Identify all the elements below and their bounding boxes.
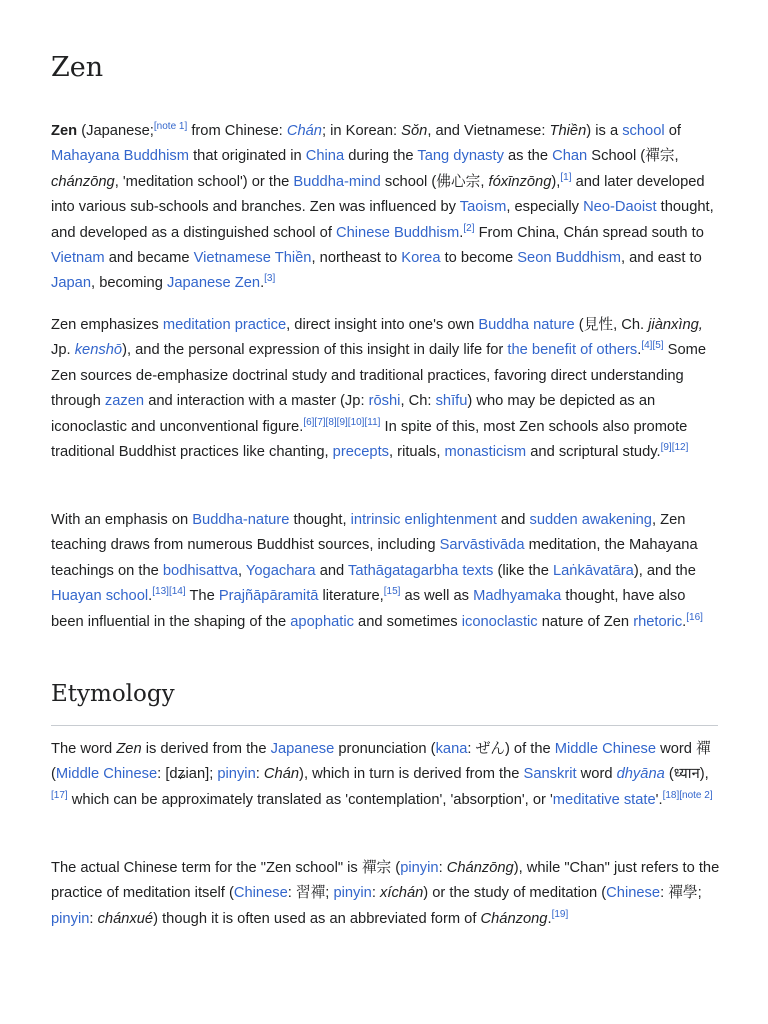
link-sanskrit[interactable]: Sanskrit	[523, 766, 577, 783]
link-sudden-awakening[interactable]: sudden awakening	[529, 512, 652, 528]
link-japan[interactable]: Japan	[51, 275, 92, 292]
etymology-paragraph-1: The word Zen is derived from the Japanese pronunciation (kana: ぜん) of the Middle Chinese word 禪 (Middle Chinese: [dʑian]; pinyin: Chán), which in turn is derived from the Sanskrit word dhyāna (ध्यान),[17] which can be approximately translated as 'contemplation', 'absorption', or 'meditative state'.[18][note 2]	[51, 741, 713, 808]
link-kana[interactable]: kana	[435, 741, 468, 757]
link-prajnaparamita[interactable]: Prajñāpāramitā	[218, 588, 319, 605]
intro-paragraph-2: Zen emphasizes meditation practice, direct insight into one's own Buddha nature (見性, Ch. jiànxìng, Jp. kenshō), and the personal expression of this insight in daily life for the benefit of others.[4][5] Some Zen sources de-emphasize doctrinal study and traditional practices, favoring direct understanding through zazen and interaction with a master (Jp: rōshi, Ch: shīfu) who may be depicted as an iconoclastic and unconventional figure.[6][7][8][9][10][11] In spite of this, most Zen schools also promote traditional Buddhist practices like chanting, precepts, rituals, monasticism and scriptural study.[9][12]	[51, 317, 707, 461]
footnote-6-11[interactable]: [6][7][8][9][10][11]	[303, 416, 381, 428]
link-precepts[interactable]: precepts	[332, 444, 390, 461]
link-chan[interactable]: Chan	[552, 148, 588, 165]
link-chinese-buddhism[interactable]: Chinese Buddhism	[335, 224, 460, 241]
footnote-9-12[interactable]: [9][12]	[660, 442, 689, 454]
link-japanese[interactable]: Japanese	[270, 741, 335, 757]
link-madhyamaka[interactable]: Madhyamaka	[473, 588, 562, 605]
link-pinyin-3[interactable]: pinyin	[333, 885, 372, 902]
link-bodhisattva[interactable]: bodhisattva	[162, 562, 238, 579]
link-japanese-zen[interactable]: Japanese Zen	[166, 275, 261, 292]
link-apophatic[interactable]: apophatic	[290, 613, 354, 630]
footnote-19[interactable]: [19]	[551, 908, 569, 920]
link-school[interactable]: school	[622, 123, 665, 139]
link-vietnamese-thien[interactable]: Vietnamese Thiền	[193, 250, 312, 267]
etymology-paragraph-2: The actual Chinese term for the "Zen school" is 禪宗 (pinyin: Chánzōng), while "Chan" just refers to the practice of meditation itself (Chinese: 習禪; pinyin: xíchán) or the study of meditation (Chinese: 禪學; pinyin: chánxué) though it is often used as an abbreviated form of Chánzong.[19]	[51, 860, 720, 927]
link-seon-buddhism[interactable]: Seon Buddhism	[517, 250, 621, 267]
link-chan-term[interactable]: Chán	[286, 123, 322, 139]
link-tang-dynasty[interactable]: Tang dynasty	[417, 148, 504, 165]
link-pinyin-2[interactable]: pinyin	[400, 860, 439, 876]
footnote-18-note-2[interactable]: [18][note 2]	[662, 789, 713, 801]
link-shifu[interactable]: shīfu	[435, 393, 468, 410]
link-monasticism[interactable]: monasticism	[444, 444, 527, 461]
link-kensho[interactable]: kenshō	[74, 342, 123, 359]
link-sarvastivada[interactable]: Sarvāstivāda	[439, 537, 525, 554]
footnote-17[interactable]: [17]	[51, 789, 68, 801]
link-buddha-mind[interactable]: Buddha-mind	[293, 173, 381, 190]
link-chinese-2[interactable]: Chinese	[606, 885, 661, 902]
link-dhyana[interactable]: dhyāna	[616, 766, 665, 783]
link-middle-chinese-2[interactable]: Middle Chinese	[55, 766, 158, 783]
link-intrinsic-enlightenment[interactable]: intrinsic enlightenment	[350, 512, 497, 528]
link-meditation-practice[interactable]: meditation practice	[162, 317, 287, 333]
link-pinyin-4[interactable]: pinyin	[51, 910, 90, 927]
section-divider	[51, 725, 718, 726]
link-vietnam[interactable]: Vietnam	[51, 250, 105, 267]
link-neo-daoist[interactable]: Neo-Daoist	[583, 199, 657, 216]
link-mahayana-buddhism[interactable]: Mahayana Buddhism	[51, 148, 189, 165]
footnote-16[interactable]: [16]	[686, 611, 703, 623]
link-benefit-of-others[interactable]: the benefit of others	[507, 342, 638, 359]
link-yogachara[interactable]: Yogachara	[245, 562, 316, 579]
link-taoism[interactable]: Taoism	[459, 199, 507, 216]
link-tathagatagarbha-texts[interactable]: Tathāgatagarbha texts	[348, 562, 494, 579]
footnote-15[interactable]: [15]	[383, 586, 401, 598]
link-huayan-school[interactable]: Huayan school	[51, 588, 149, 605]
link-chinese[interactable]: Chinese	[233, 885, 288, 902]
footnote-2[interactable]: [2]	[463, 222, 475, 234]
section-heading-etymology: Etymology	[51, 681, 175, 707]
link-china[interactable]: China	[305, 148, 345, 165]
link-pinyin[interactable]: pinyin	[217, 766, 256, 783]
intro-paragraph-3: With an emphasis on Buddha-nature thought, intrinsic enlightenment and sudden awakening, Zen teaching draws from numerous Buddhist sources, including Sarvāstivāda meditation, the Mahayana teachings on the bodhisattva, Yogachara and Tathāgatagarbha texts (like the Laṅkāvatāra), and the Huayan school.[13][14] The Prajñāpāramitā literature,[15] as well as Madhyamaka thought, have also been influential in the shaping of the apophatic and sometimes iconoclastic nature of Zen rhetoric.[16]	[51, 512, 703, 630]
link-buddha-nature[interactable]: Buddha nature	[478, 317, 575, 333]
page-title: Zen	[51, 52, 104, 83]
footnote-1[interactable]: [1]	[560, 171, 572, 183]
link-buddha-nature-2[interactable]: Buddha-nature	[192, 512, 290, 528]
footnote-3[interactable]: [3]	[264, 273, 276, 285]
link-lankavatara[interactable]: Laṅkāvatāra	[552, 562, 634, 579]
link-iconoclastic[interactable]: iconoclastic	[461, 613, 538, 630]
link-meditative-state[interactable]: meditative state	[552, 791, 656, 808]
link-zazen[interactable]: zazen	[104, 393, 145, 410]
link-roshi[interactable]: rōshi	[368, 393, 401, 410]
intro-paragraph-1: Zen (Japanese;[note 1] from Chinese: Chán; in Korean: Sŏn, and Vietnamese: Thiền) is a school of Mahayana Buddhism that originated in China during the Tang dynasty as the Chan School (禪宗, chánzōng, 'meditation school') or the Buddha-mind school (佛心宗, fóxīnzōng),[1] and later developed into various sub-schools and branches. Zen was influenced by Taoism, especially Neo-Daoist thought, and developed as a distinguished school of Chinese Buddhism.[2] From China, Chán spread south to Vietnam and became Vietnamese Thiền, northeast to Korea to become Seon Buddhism, and east to Japan, becoming Japanese Zen.[3]	[51, 121, 714, 292]
footnote-4-5[interactable]: [4][5]	[641, 340, 664, 352]
footnote-13-14[interactable]: [13][14]	[152, 586, 186, 598]
link-rhetoric[interactable]: rhetoric	[633, 613, 683, 630]
link-korea[interactable]: Korea	[401, 250, 441, 267]
link-middle-chinese[interactable]: Middle Chinese	[554, 741, 657, 757]
footnote-note-1[interactable]: [note 1]	[153, 121, 188, 133]
